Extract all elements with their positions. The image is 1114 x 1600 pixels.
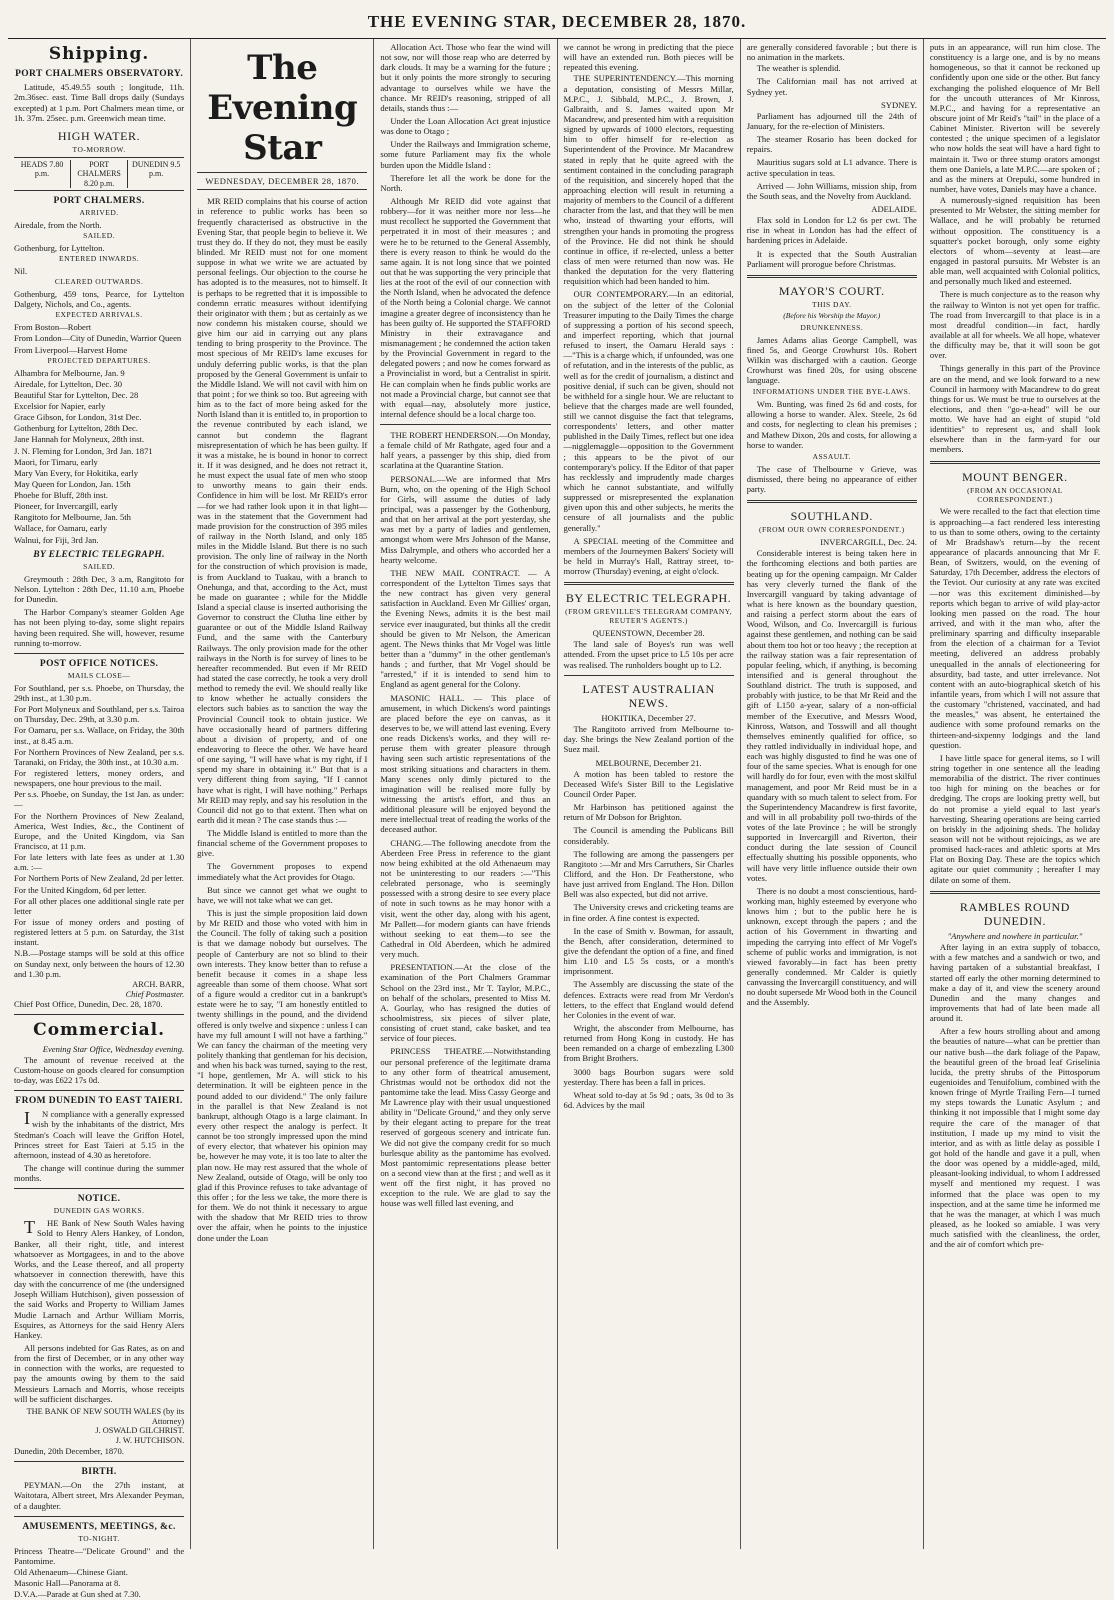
- column-5: [741, 39, 924, 1549]
- post-place: Chief Post Office, Dunedin, Dec. 28, 1870.: [14, 999, 163, 1010]
- assault-text: The case of Thelbourne v Grieve, was dismissed, there being no appearance of either party.: [746, 463, 917, 494]
- editorial-paragraph: Allocation Act. Those who fear the wind will not sow, nor will those reap who are deterred by dark clouds. It may be a warning for the future ; but it only points the more strongly to securing advantage to ourselves while we have the chance. Mr REID's reasoning, stripped of all details, stands thus :—: [380, 42, 551, 113]
- rambles-text: After laying in an extra supply of tobacco, with a few matches and a sandwich or two, and having partaken of a substantial breakfast, I started off early the other morning determined to make a day of it, and view the scenery around Dunedin and the many changes and improvements that had of late been made all around it.: [929, 942, 1101, 1024]
- sydney-text: Arrived — John Williams, mission ship, from the South seas, and the Novelty from Auckland.: [746, 180, 917, 201]
- port-heading: PORT CHALMERS.: [53, 196, 145, 207]
- list-item: For late letters with late fees as under at 1.30 a.m. :—: [14, 852, 185, 873]
- commercial-heading: Commercial.: [33, 1020, 165, 1041]
- melbourne-text: The Assembly are discussing the state of the defences. Extracts were read from Mr Verdon's letters, to the effect that England would defend her Colonies in the event of war.: [563, 979, 734, 1020]
- list-item: Jane Hannah for Molyneux, 28th inst.: [14, 434, 145, 445]
- post-signature-title: Chief Postmaster.: [125, 989, 185, 999]
- southland-sub: (FROM OUR OWN CORRESPONDENT.): [758, 525, 905, 535]
- harbor-text: The Harbor Company's steamer Golden Age has not been plying to-day, some slight repairs having been required. She will, however, resume running to-morrow.: [14, 607, 185, 648]
- newspaper-page: [8, 8, 1106, 1600]
- list-item: Old Athenaeum—Chinese Giant.: [14, 1567, 128, 1578]
- list-item: N.B.—Postage stamps will be sold at this office on Sunday next, only between the hours of 12.30 and 1.30 p.m.: [14, 948, 185, 979]
- commercial-place: Evening Star Office, Wednesday evening.: [42, 1043, 185, 1054]
- cleared-text: Gothenburg, 459 tons, Pearce, for Lyttelton Dalgety, Nichols, and Co., agents.: [14, 289, 185, 310]
- tide-dunedin: DUNEDIN 9.5 p.m.: [131, 159, 181, 179]
- news-item-princess-theatre: PRINCESS THEATRE.—Notwithstanding our personal preference of the legitimate drama to any other form of theatrical amusement, Christmas would not be orthodox did not the pantomime take the lead. Miss Cassy George and Mr Lawrence play with their usual unquestioned ability in "Delicate Ground," and they only serve by their elegant acting to prepare for the treat reserved of gorgeous scenery and intricate fun. We did not give the company credit for so much burlesque ability as the pantomime has evolved. Most pantomimic representations please better on a second view than at the first ; and well as it went off the first night, it has proved no exception to the rule. We are glad to say the house was well filled last evening, and: [380, 1046, 551, 1209]
- list-item: Pioneer, for Invercargill, early: [14, 501, 118, 512]
- melbourne-text: In the case of Smith v. Bowman, for assault, the Bench, after consideration, determined to give the defendant the option of a fine, and fined him L10 and L5 5s costs, or a month's imprisonment.: [563, 925, 734, 977]
- melbourne-text: Wheat sold to-day at 5s 9d ; oats, 3s 0d to 3s 6d. Advices by the mail: [563, 1089, 734, 1110]
- rambles-quote: "Anywhere and nowhere in particular.": [947, 930, 1083, 941]
- list-item: For Southland, per s.s. Phoebe, on Thursday, the 29th inst., at 1.30 p.m.: [14, 682, 185, 703]
- expected-line: From London—City of Dunedin, Warrior Queen: [14, 333, 182, 344]
- melbourne-text: Mr Harbinson has petitioned against the return of Mr Dobson for Brighton.: [563, 802, 734, 823]
- assault-label: ASSAULT.: [812, 451, 851, 461]
- taieri-text-2: The change will continue during the summer months.: [14, 1163, 185, 1184]
- mayors-court-sub: (Before his Worship the Mayor.): [783, 310, 881, 320]
- list-item: Gothenburg for Lyttelton, 28th Dec.: [14, 423, 138, 434]
- list-item: For issue of money orders and posting of registered letters at 5 p.m. on Saturday, the 31st instant.: [14, 916, 185, 948]
- sydney-text: Parliament has adjourned till the 24th of January, for the re-election of Ministers.: [746, 110, 917, 131]
- news-paragraph: The Californian mail has not arrived at Sydney yet.: [746, 76, 917, 97]
- southland-dateline: INVERCARGILL, Dec. 24.: [820, 537, 917, 548]
- column-4: [558, 39, 741, 1549]
- gas-place: Dunedin, 20th December, 1870.: [14, 1445, 124, 1456]
- news-item-mail-contract: THE NEW MAIL CONTRACT. — A correspondent of the Lyttelton Times says that the new contract has given very general satisfaction in Auckland. Even Mr Gillies' organ, the Evening News, admits it is the best mail service ever inaugurated, but thinks all the credit should be given to Mr Nelson, the American agent. The News thinks that Mr Vogel was little better than a "dummy" in the other gentleman's hands ; and further, that Mr Vogel should be "arrested," if it is intended to send him to England as agent general for the Colony.: [380, 567, 551, 690]
- southland-paragraph: Things generally in this part of the Province are on the mend, and we look forward to a new Council in harmony with Macandrew to do great things for us. We must be true to ourselves at the elections, and then "go-a-head" will be our motto. We have had an eight of stupid "old identities" to represent us, and shall look elsewhere than in the farm-yard for our members.: [929, 363, 1101, 455]
- taieri-heading: FROM DUNEDIN TO EAST TAIERI.: [15, 1096, 183, 1107]
- rambles-heading: RAMBLES ROUND DUNEDIN.: [959, 899, 1071, 928]
- post-heading: POST OFFICE NOTICES.: [39, 658, 159, 669]
- observatory-heading: PORT CHALMERS OBSERVATORY.: [15, 69, 184, 80]
- expected-line: From Liverpool—Harvest Home: [14, 344, 128, 355]
- birth-text: PEYMAN.—On the 27th instant, at Waitotara, Albert street, Mrs Alexander Peyman, of a daughter.: [14, 1480, 185, 1511]
- post-list: [14, 683, 184, 979]
- list-item: For Oamaru, per s.s. Wallace, on Friday, the 30th inst., at 8.45 a.m.: [14, 725, 185, 746]
- news-continuation: are generally considered favorable ; but there is no animation in the markets.: [746, 42, 917, 63]
- post-signature: ARCH. BARR,: [132, 979, 185, 989]
- southland-text: There is no doubt a most conscientious, hard-working man, highly esteemed by everyone who knows him ; but to the public here he is unknown, except through the papers ; and the action of his Government in thwarting and impeding the carrying into effect of Mr Vogel's scheme of public works and immigration, is not viewed favorably—in fact has been pretty generally condemned. Mr Calder is quietly canvassing the Invercargill constituency, and will no doubt supersede Mr Wood both in the Council and the Assembly.: [746, 885, 917, 1008]
- hokitika-dateline: HOKITIKA, December 27.: [601, 713, 696, 724]
- editorial-paragraph: The Government proposes to expend immediately what the Act provides for Otago.: [197, 861, 368, 882]
- news-item-contemporary: OUR CONTEMPORARY.—In an editorial, on the subject of the letter of the Colonial Treasurer imputing to the Daily Times the charge of suppressing a portion of his second speech, and imperfect reporting, which that journal refused to insert, the Oamaru Herald says :—"This is a charge which, if unfounded, was one of refutation, and in the interests of the public, as well as for the credit of journalism, a distinct and positive denial, if such can be given, should not be withheld for a single hour. We are reluctant to believe that the charges made are well founded, still we cannot disguise the fact that telegrams, correspondents' letters, and other matter published in the Daily Times, reflect but one idea—nigglemaggle—opposition to the Government ; this appears to be the pivot of our contemporary's policy. If the Editor of that paper has recklessly and imprudently made charges which he cannot substantiate, and wilfully suppressed or misrepresented the explanation given upon this and other subjects, he merits the censure of all journalists and the public generally.": [563, 289, 734, 533]
- news-item-presentation: PRESENTATION.—At the close of the examination of the Port Chalmers Grammar School on the 23rd inst., Mr T. Taylor, M.P.C., on behalf of the scholars, presented to Miss M. A. Gourlay, who has resigned the duties of schoolmistress, six pieces of silver plate, consisting of cruet stand, cake basket, and tea service of four pieces.: [380, 962, 551, 1044]
- list-item: Masonic Hall—Panorama at 8.: [14, 1578, 121, 1589]
- melbourne-text: The following are among the passengers per Rangitoto :—Mr and Mrs Carruthers, Sir Charles Clifford, and the Hon. Dr Featherstone, who have just arrived from England. The Hon. Dillon Bell was also expected, but did not arrive.: [563, 848, 734, 900]
- list-item: Grace Gibson, for London, 31st Dec.: [14, 412, 142, 423]
- mayors-court-day: THIS DAY.: [812, 299, 852, 309]
- gas-signature-3: J. W. HUTCHISON.: [115, 1436, 185, 1446]
- amusements-sub: TO-NIGHT.: [78, 1533, 120, 1543]
- list-item: Walnui, for Fiji, 3rd Jan.: [14, 534, 99, 545]
- list-item: Wallace, for Oamaru, early: [14, 523, 108, 534]
- birth-heading: BIRTH.: [81, 1467, 117, 1478]
- column-6: [924, 39, 1106, 1549]
- high-water-heading: HIGH WATER.: [57, 128, 141, 143]
- newspaper-flag: The Evening Star: [207, 48, 358, 169]
- amusements-list: [14, 1546, 184, 1600]
- expected-label: EXPECTED ARRIVALS.: [55, 310, 143, 320]
- columns: [8, 39, 1106, 1600]
- melbourne-text: The Council is amending the Publicans Bill considerably.: [563, 825, 734, 846]
- post-sub: MAILS CLOSE—: [67, 671, 131, 680]
- list-item: Airedale, for Lyttelton, Dec. 30: [14, 378, 123, 389]
- list-item: For the Northern Provinces of New Zealand, America, West Indies, &c., the Continent of Europe, and the United Kingdom, via San Francisco, at 11 p.m.: [14, 810, 185, 851]
- list-item: Princess Theatre—"Delicate Ground" and the Pantomime.: [14, 1545, 185, 1566]
- taieri-text: IN compliance with a generally expressed wish by the inhabitants of the district, Mrs Stedman's Coach will leave the Griffon Hotel, Princes street for East Taieri at 5.15 in the afternoon, instead of 4.30 as heretofore.: [14, 1108, 185, 1160]
- bylaws-text: Wm. Bunting, was fined 2s 6d and costs, for allowing a horse to wander. Alex. Steele, 2s 6d and costs, for neglecting to clean his premises ; and Mathew Dixon, 20s and costs, for allowing a horse to wander.: [746, 399, 917, 450]
- adelaide-dateline: ADELAIDE.: [871, 203, 917, 214]
- column-2: [191, 39, 374, 1549]
- melbourne-text: 3000 bags Bourbon sugars were sold yesterday. There has been a fall in prices.: [563, 1066, 734, 1087]
- melbourne-dateline: MELBOURNE, December 21.: [595, 757, 702, 768]
- editorial-paragraph: But since we cannot get what we ought to have, we will not take what we can get.: [197, 884, 368, 905]
- news-item-personal: PERSONAL.—We are informed that Mrs Burn, who, on the opening of the High School for Girls, will assume the duties of lady principal, was a passenger by the Gothenburg, and that on her arrival at the port yesterday, she was met by a party of ladies and gentlemen, amongst whom were Mrs Johnson of the Manse, Miss Dalrymple, and others who accorded her a hearty welcome.: [380, 473, 551, 565]
- list-item: D.V.A.—Parade at Gun shed at 7.30.: [14, 1589, 141, 1600]
- southland-paragraph: A numerously-signed requisition has been presented to Mr Webster, the sitting member for Wallace, and he will probably be returned without opposition. The constituency is a squatter's pocket borough, only some eighty electors of whom—seventy at least—are engaged in pastoral pursuits. Mr Webster is an able man, well acquainted with Colonial politics, and personally much liked and esteemed.: [929, 195, 1101, 287]
- list-item: J. N. Fleming for London, 3rd Jan. 1871: [14, 445, 153, 456]
- high-water-sub: TO-MORROW.: [72, 144, 126, 154]
- sydney-text: Mauritius sugars sold at L1 advance. There is active speculation in teas.: [746, 157, 917, 178]
- list-item: For Port Molyneux and Southland, per s.s. Tairoa on Thursday, Dec. 29th, at 3.30 p.m.: [14, 704, 185, 725]
- sydney-dateline: SYDNEY.: [880, 99, 917, 110]
- gas-text: THE Bank of New South Wales having Sold to Henry Alers Hankey, of London, Banker, all their right, title, and interest whatsoever as Mortgagees, in and to the above Works, and the Lease thereof, and all property whatsoever in connection therewith, have this day with the concurrence of me (the undersigned Joseph William Hutchison), given possession of the said Works and Property to William James Mudie Larnach and Arthur William Morris, Esquires, as Attorneys for the said Henry Alers Hankey.: [14, 1217, 185, 1340]
- tide-heads: HEADS 7.80 p.m.: [14, 160, 71, 188]
- drunkenness-text: James Adams alias George Campbell, was fined 5s, and George Crowhurst 10s. Robert Wilkin was discharged with a caution. George Crowhurst was fined 20s, for using obscene language.: [746, 334, 917, 386]
- list-item: Alhambra for Melbourne, Jan. 9: [14, 367, 125, 378]
- list-item: Phoebe for Bluff, 28th inst.: [14, 490, 108, 501]
- observatory-text: Latitude, 45.49.55 south ; longitude, 11h. 2m.36sec. east. Time Ball drops daily (Sundays excepted) at 1 p.m. Port Chalmers mean time, or 1h. 37m. 25sec. p.m. Greenwich mean time.: [14, 82, 185, 123]
- sailed-text: Gothenburg, for Lyttelton.: [14, 243, 105, 254]
- news-item-superintendency: THE SUPERINTENDENCY.—This morning a deputation, consisting of Messrs Millar, M.P.C., J. Sibbald, M.P.C., J. Brown, J. Galbraith, and S. James waited upon Mr Macandrew, and presented him with a requisition signed by upwards of 1000 electors, requesting him to offer himself for re-election as Superintendent of the Province. Mr Macandrew stated in reply that he quite agreed with the sentiment contained in the concluding paragraph of the requisition, and sincerely hoped that the approaching election will result in returning a majority of members to the Council of a different character from the last, and that they will be men who, instead of thwarting your efforts, will strengthen your hands in promoting the progress of the Province. He did not think he should continue in office, if re-elected, unless a better class of men were returned than now was. He thanked the deputation for the very flattering requisition which had been handed to him.: [563, 73, 734, 287]
- list-item: For registered letters, money orders, and newspapers, one hour previous to the mail.: [14, 767, 185, 789]
- arrived-text: Airedale, from the North.: [14, 220, 102, 231]
- melbourne-text: A motion has been tabled to restore the Deceased Wife's Sister Bill to the Legislative Council Order Paper.: [563, 768, 734, 800]
- editorial-paragraph: This is just the simple proposition laid down by Mr REID and those who voted with him in the Council. The folly of taking such a position is that we damage nobody but ourselves. The people of Canterbury are not so blind to their own interests. They know better than to refuse a benefit because it comes in a shape less agreeable than some of them choose. What sort of a figure would a creditor cut in a bankrupt's estate were he to say, "I am honestly entitled to twenty shillings in the pound, and the dividend offered is only twelve and sixpence : unless I can have my full amount I will not have a farthing." We can fancy the chairman of the meeting very politely thanking that gentleman for his decision, and when his back was turned, saying to the rest, "I hope, gentlemen, Mr A. will stick to his determination. It will be eighteen pence in the pound added to our dividend." The only failure in the parallel is that New Zealand is not bankrupt, although Otago is a large claimant. In every other respect the analogy is perfect. It cannot be too strongly impressed upon the mind of every elector, that whatever his opinion may be, however he may vote, it is too late to alter the plan now. He may rest assured that the whole of New Zealand, outside of Otago, will be only too glad if this Province refuses to take advantage of this offer ; for the less we take, the more there is for them. We do not think it necessary to argue with the shadow that Mr REID tries to throw over the affair, when he points to the injustice done under the Loan: [197, 908, 368, 1243]
- editorial-paragraph: Under the Loan Allocation Act great injustice was done to Otago ;: [380, 115, 551, 137]
- editorial-paragraph: Therefore let all the work be done for the North.: [380, 172, 551, 193]
- telegraph-heading: BY ELECTRIC TELEGRAPH.: [33, 549, 165, 560]
- hokitika-text: The Rangitoto arrived from Melbourne to-day. She brings the New Zealand portion of the Suez mail.: [563, 724, 734, 755]
- column-1: [8, 39, 191, 1600]
- editorial-dateline: WEDNESDAY, DECEMBER 28, 1870.: [197, 172, 367, 190]
- list-item: Rangitoto for Melbourne, Jan. 5th: [14, 512, 131, 523]
- southland-continuation: puts in an appearance, will run him close. The constituency is a large one, and is by no means homogeneous, so that it cannot be reckoned up confidently upon one side or the other. But fancy exchanging the polished eloquence of Mr Bell for the uncouth utterances of Mr Kinross, M.P.C., and having for a representative an obscure joint of Mr Reid's "tail" in the place of a Cabinet Minister. Riverton will be severely contested ; the unique specimen of a legislator who now holds the seat will have a hard fight to maintain it. Two or three stump orators amongst them one Daniels, a late M.P.C.—are spoken of ; and as the miners at Orepuki, some hundred in number, have votes, Daniels may have a chance.: [929, 42, 1101, 194]
- mount-benger-heading: MOUNT BENGER.: [962, 469, 1068, 484]
- cleared-label: CLEARED OUTWARDS.: [54, 277, 144, 287]
- sailed-label: SAILED.: [83, 231, 116, 241]
- tide-table: [14, 157, 184, 191]
- gas-text-2: All persons indebted for Gas Rates, as on and from the first of December, or in any other way in connection with the works, are requested to pay the amounts owing by them to the said Messieurs Larnach and Morris, whose receipts will be sufficient discharges.: [14, 1343, 185, 1404]
- telegraph-text: Greymouth : 28th Dec, 3 a.m, Rangitoto for Nelson. Lyttelton : 28th Dec, 11.10 a.m, Phoebe for Dunedin.: [14, 573, 185, 605]
- list-item: Per s.s. Phoebe, on Sunday, the 1st Jan. as under:—: [14, 789, 185, 810]
- adelaide-text: Flax sold in London for L2 6s per cwt. The rise in wheat in London has had the effect of hardening prices in Adelaide.: [746, 215, 917, 246]
- gas-heading: DUNEDIN GAS WORKS.: [53, 1206, 145, 1216]
- editorial-paragraph: Although Mr REID did vote against that robbery—for it was neither more nor less—he must recollect he supported the Government that perpetrated it in most of their measures ; and were he to be returned to the General Assembly, there is every reason to think he would do the same again. It is not long since that we pointed out that he was supporting the very principle that lies at the root of the evil of our connection with the North Island, when he advocated the defence of the North being a Colonial charge. We cannot imagine a greater degree of inconsistency than he has been guilty of. He supported the STAFFORD Ministry in their extravagance and mismanagement ; he condemned the action taken by the Provincial Government in regard to the delegated powers ; and now he comes forward as a Provincialist in word, but a Centralist in spirit. He can complain when he finds public works are not made a Provincial charge, but cannot see that with equal—nay, absolutely more justice, internal defence should be a local charge too.: [380, 195, 551, 419]
- rambles-text: After a few hours strolling about and among the beauties of nature—what can be prettier than our native bush—the dark foliage of the Papaw, the beautiful green of the broad leaf Griselinia lucida, the pretty shrubs of the Pittosporum eugenioides and Tenuifolium, combined with the known fringe of Myrtle Trailing Fern—I turned my steps towards the Lunatic Asylum ; and thinking it not impossible that I might some day require the care of the manager of that institution, I made up my mind to visit the interior, and as with as little delay as possible I got hold of the handle and gave it a pull, when the door was opened by a middle-aged, mild, pleasant-looking individual, to whom I addressed myself and mentioned my request. I was informed that the place was open to my inspection, and at the same time he informed me that he was the manager, at which I was much pleased, as he looked so amiable. I was very much satisfied with the cleanliness, the order, and the air of comfort which pre-: [929, 1026, 1101, 1250]
- notice-heading: NOTICE.: [77, 1194, 121, 1205]
- telegraph-heading: BY ELECTRIC TELEGRAPH.: [565, 591, 732, 606]
- australian-news-heading: LATEST AUSTRALIAN NEWS.: [582, 681, 715, 710]
- news-item-meeting: A SPECIAL meeting of the Committee and members of the Journeymen Bakers' Society will be held in Murray's Hall, Rattray street, to-morrow (Thursday) evening, at eight o'clock.: [563, 535, 734, 577]
- mount-benger-sub: (FROM AN OCCASIONAL CORRESPONDENT.): [967, 485, 1063, 504]
- queenstown-text: The land sale of Boyes's run was well attended. From the upset price to L5 10s per acre was realised. The runholders bought up to L2.: [563, 639, 734, 670]
- arrived-label: ARRIVED.: [79, 208, 119, 218]
- list-item: Mary Van Every, for Hokitika, early: [14, 467, 139, 478]
- southland-heading: SOUTHLAND.: [790, 509, 873, 524]
- telegraph-sailed: SAILED.: [83, 561, 116, 571]
- amusements-heading: AMUSEMENTS, MEETINGS, &c.: [22, 1521, 176, 1532]
- melbourne-text: Wright, the absconder from Melbourne, has returned from Hong Kong in custody. He has been remanded on a charge of embezzling L300 from Bright Brothers.: [563, 1022, 734, 1064]
- projected-list: [14, 368, 184, 545]
- list-item: Excelsior for Napier, early: [14, 400, 106, 411]
- shipping-heading: Shipping.: [48, 44, 150, 64]
- mayors-court-heading: MAYOR'S COURT.: [778, 283, 885, 298]
- queenstown-dateline: QUEENSTOWN, December 28.: [592, 628, 705, 639]
- list-item: Beautiful Star for Lyttelton, Dec. 28: [14, 389, 139, 400]
- gas-signature-2: J. OSWALD GILCHRIST.: [95, 1426, 185, 1436]
- list-item: For all other places one additional single rate per letter: [14, 895, 185, 916]
- southland-text: Considerable interest is being taken here in the forthcoming elections and both parties are beating up for the opening campaign. Mr Calder has very cleverly turned the flank of the Invercargill vanguard by taking advantage of what is here known as the boundary question, and raising a perfect storm about the ears of Wood, Wilson, and Co. Invercargill is furious against these gentlemen, and nothing can be said about them too hot or too heavy ; the reception at the railway station was a fair representation of popular feeling, which, if anything, is becoming intensified and is general throughout the Southland district. The truth is supposed, and probably with justice, to be that Mr Reid and the gift of L150 a-year, salary of a non-official member of the Executive, and Messrs Wood, Kinross, Watson, and Tosswill and all thought themselves eminently qualified for office, so they rattled individually in individual hope, and each was highly disgusted to find he was one of four of the same species. What is enough for one will hardly do for four, even with the most skilful management, and poor Mr Reid must be in a quandary with so much talent to select from. For the Superintendency Macandrew is first favorite, and will in all probability poll two-thirds of the votes of the late Province ; he will be strongly supported in Invercargill and Riverton, their conduct during the late session of Council effectually shutting his possible opponents, who will have very little influence outside their own votes.: [746, 548, 917, 883]
- telegraph-source: (FROM GREVILLE'S TELEGRAM COMPANY, REUTER'S AGENTS.): [565, 607, 733, 626]
- adelaide-text: It is expected that the South Australian Parliament will prorogue before Christmas.: [746, 248, 917, 269]
- news-paragraph: The weather is splendid.: [756, 63, 841, 74]
- mount-benger-text: We were recalled to the fact that election time is approaching—a fact rendered less interesting to us than to some others, owing to the certainty of Mr Bradshaw's return—by the recent appearance of placards announcing that Mr F. Bean, of Switzers, would, on the evening of Saturday, 17th December, address the electors of the Teviot. Our curiosity at any rate was excited—nor was this excitement diminished—by reports which began to arrive of wild play-actor looking men passed on the road. The hour arrived, and with it the man who, after the preliminary sparring and difficulty inseparable from the election of a chairman for a Teviot meeting, delivered an address probably unequalled in the annals of electioneering for absurdity, bad taste, and utter irrelevance. Not content with an auto-biographical sketch of his infantile years, from which I will not assure that the customary "christened, vaccinated, and had the measles," was absent, he entertained the audience with some profound remarks on the thirteen-and-sixpenny lodgings and the land question.: [929, 506, 1101, 750]
- gas-signature-1: THE BANK OF NEW SOUTH WALES (by its Attorney): [26, 1406, 185, 1426]
- list-item: May Queen for London, Jan. 15th: [14, 478, 131, 489]
- column-3: [374, 39, 557, 1549]
- entered-text: Nil.: [14, 266, 28, 277]
- projected-label: PROJECTED DEPARTURES.: [47, 355, 151, 365]
- list-item: For Northern Provinces of New Zealand, per s.s. Taranaki, on Friday, the 30th inst., at 10.30 a.m.: [14, 746, 185, 767]
- editorial-paragraph: The Middle Island is entitled to more than the financial scheme of the Government proposes to give.: [197, 828, 368, 859]
- sydney-text: The steamer Rosario has been docked for repairs.: [746, 134, 917, 155]
- editorial-paragraph: Under the Railways and Immigration scheme, some future Parliament may fix the whole burden upon the Middle Island :: [380, 139, 551, 170]
- news-item-chang: CHANG.—The following anecdote from the Aberdeen Free Press in reference to the giant now being exhibited at the old Athenaeum may not be uninteresting to our readers :—"This celebrated personage, who is seemingly possessed with a strong desire to see every place of note in such towns as he may honor with a visit, went the other day, along with his agent, Mr Pallett—for modern giants can have friends without seeking to eat them—to see the Cathedral in Old Aberdeen, which he admired very much.: [380, 837, 551, 960]
- southland-paragraph: There is much conjecture as to the reason why the railway to Winton is not yet open for traffic. The road from Invercargill to that place is in a most dreadful condition—in fact, hardly available at all for wheels. We all hope, whatever the difficulty may be, that it will soon be got over.: [929, 289, 1101, 361]
- news-item-masonic-hall: MASONIC HALL. — This place of amusement, in which Dickens's word paintings are placed before the eye on canvas, as it deserves to be, we will attend last evening. Every one reads Dickens's works, and they will re-peruse them with greater pleasure through having seen such artistic representations of the most striking situations and characters in them. Many scenes only dimly pictured to the imagination will be realised more fully by witnessing the artist's effort, and thus an additional pleasure will be enjoyed beyond the mere intellectual treat of reading the works of the deceased author.: [380, 692, 551, 835]
- news-item-henderson: THE ROBERT HENDERSON.—On Monday, a female child of Mr Rathgate, aged four and a half years, a passenger by this ship, died from scarlatina at the Quarantine Station.: [380, 430, 551, 471]
- list-item: For the United Kingdom, 6d per letter.: [14, 884, 147, 895]
- melbourne-text: The University crews and cricketing teams are in fine order. A fine contest is expected.: [563, 902, 734, 923]
- editorial-paragraph: MR REID complains that his course of action in reference to public works has been so frequently characterised as obstructive in the Evening Star, that people begin to believe it. We trust they do. If they do not, they must be easily blinded. Mr REID must not for one moment suppose in what we write we are actuated by personal feelings. Our objection to the course he has adopted is to the measures, not to himself. It is perhaps to be regretted that it is impossible to condemn erratic measures without identifying their originator with them ; but as certainly as we now condemn his mistaken course, should we give him our aid in carrying out any plans tending to bring prosperity to the Province. The most specious of Mr REID's lame excuses for unduly deferring public works, is that the plan proposed by the General Government is unfair to the Middle Island. We will not cavil with him on that point ; for we think so too. But agreeing with him as to the fact of more being asked for the North Island than it is entitled to, in proportion to the revenue contributed by each island, we cannot but condemn the flagrant misrepresentation of which he has been guilty. If it was a mistake, he is bound in honor to correct it. If it was designed, and he does not retract it, he must expect the usual fate of men who stoop to unworthy means to gain their ends. Confidence in him will be lost. Mr REID's error—for we had rather look upon it in that light—was in the statement that the Government had made provision for the construction of 395 miles of railway in the North Island, and only 185 miles in the Middle Island. But there is no such provision. The only line of railway in the North for the construction of which provision is made, is from Auckland to Tuakau, with a branch to Onehunga, and that, according to the Act, must be made on guarantee ; while for the Middle Island a special clause is inserted authorising the Governor to construct the Clutha line either by guarantee or out of the Middle Island Railway Fund, and the same with the Canterbury Railways. The only provision made for the other railways in the North is for survey of lines to be hereafter recommended. But even if Mr REID had stated the case correctly, he took a very droll method to remedy the evil. We should really like to know whether he actually considers the electors such babies as to sanction the way the Provincial Council took to obtain justice. We have occasionally heard of partners differing about a division of property, and of one endeavoring to fleece the other. We have heard of one saying, "I will have what is my right, if I spend my share in obtaining it." But that is a very different thing from saying, "If I cannot have what is right, I will have nothing." Perhaps Mr REID may reply, and say his resolution in the Council did not go to that extent. Then what on earth did it mean ? The case stands thus :—: [197, 196, 368, 825]
- mount-benger-text: I have little space for general items, so I will string together in one sentence all the leading memorabilia of the district. The river continues too high for mining on the beaches or for dredging. The crops are looking pretty well, but do not promise a yield equal to last year's harvesting. Shearing operations are being carried on briskly in the adjoining sheds. The holiday season will not be without rejoicings, as we are promised hack-races and athletic sports at Mrs Flat on Boxing Day. These are the topics which agitate our quiet community ; hereafter I may dilate on some of them.: [929, 752, 1101, 885]
- commercial-text: The amount of revenue received at the Custom-house on goods cleared for consumption to-day, was £622 17s 0d.: [14, 1054, 185, 1085]
- tide-port-chalmers: PORT CHALMERS 8.20 p.m.: [71, 160, 128, 188]
- bylaws-label: INFORMATIONS UNDER THE BYE-LAWS.: [752, 387, 911, 397]
- list-item: For Northern Ports of New Zealand, 2d per letter.: [14, 873, 184, 884]
- masthead: THE EVENING STAR, DECEMBER 28, 1870.: [8, 8, 1106, 39]
- entered-label: ENTERED INWARDS.: [59, 254, 140, 264]
- list-item: Maori, for Timaru, early: [14, 456, 98, 467]
- drunkenness-label: DRUNKENNESS.: [800, 322, 864, 332]
- expected-line: From Boston—Robert: [14, 322, 92, 333]
- news-continuation: we cannot be wrong in predicting that the piece will have an extended run. Both pieces will be repeated this evening.: [563, 42, 734, 73]
